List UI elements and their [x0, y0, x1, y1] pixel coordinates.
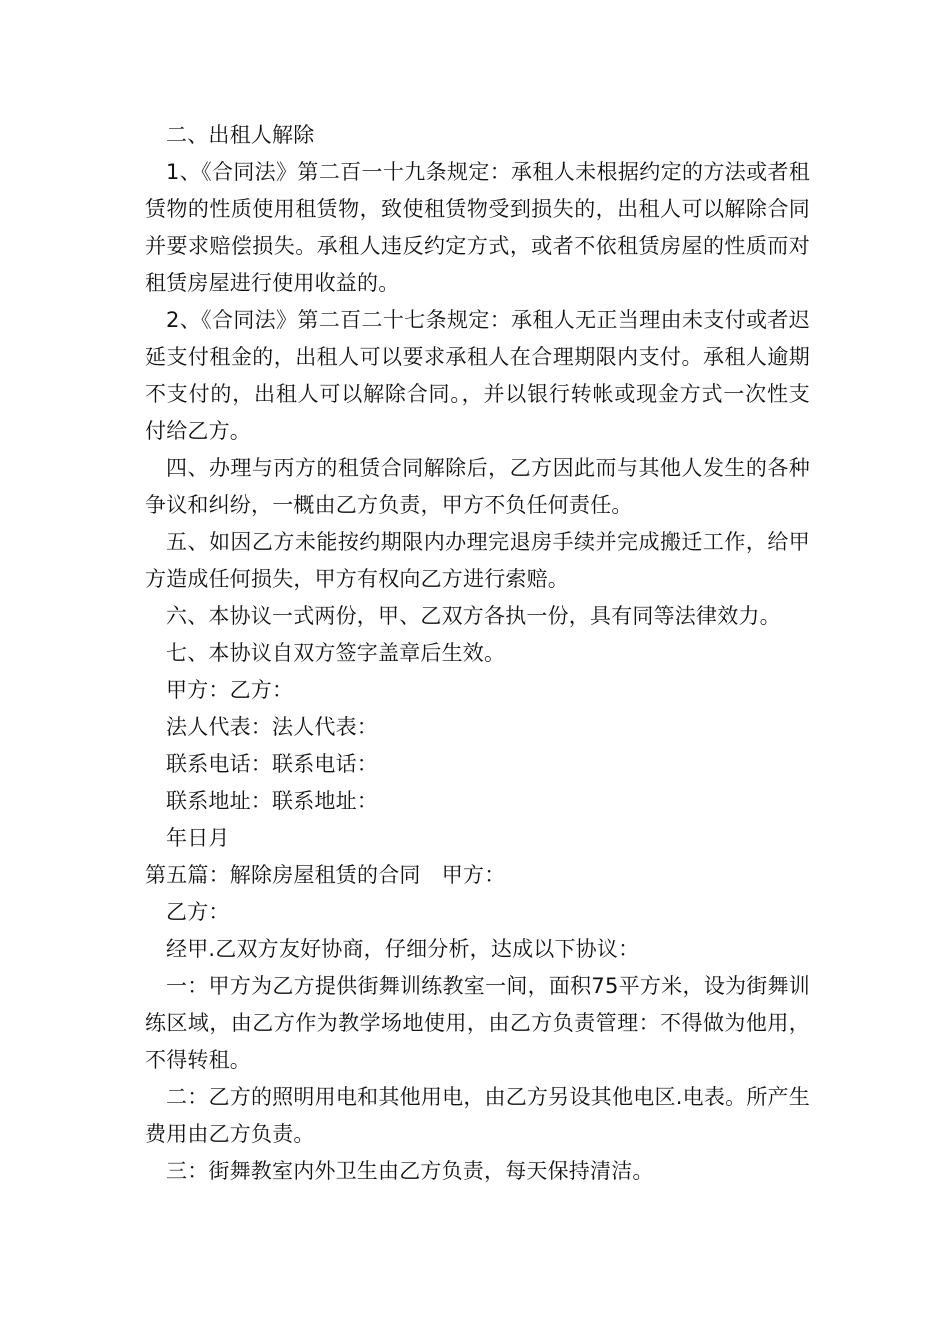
clause-paragraph: 1、《合同法》第二百一十九条规定：承租人未根据约定的方法或者租赁物的性质使用租赁物，致使租赁物受到损失的，出租人可以解除合同并要求赔偿损失。承租人违反约定方式，或者不依租赁房屋的性质而对租赁房屋进行使用收益的。: [145, 160, 810, 295]
section-heading-lessor-termination: 二、出租人解除: [166, 123, 315, 147]
clause-paragraph: 一：甲方为乙方提供街舞训练教室一间，面积75平方米，设为街舞训练区域，由乙方作为教学场地使用，由乙方负责管理：不得做为他用，不得转租。: [145, 974, 810, 1072]
signature-parties-line: 甲方：乙方：: [166, 678, 294, 702]
party-b-line: 乙方：: [166, 900, 230, 924]
clause-paragraph: 五、如因乙方未能按约期限内办理完退房手续并完成搬迁工作，给甲方造成任何损失，甲方有权向乙方进行索赔。: [145, 530, 810, 591]
clause-paragraph: 二：乙方的照明用电和其他用电，由乙方另设其他电区.电表。所产生费用由乙方负责。: [145, 1085, 810, 1146]
clause-paragraph: 四、办理与丙方的租赁合同解除后，乙方因此而与其他人发生的各种争议和纠纷，一概由乙方负责，甲方不负任何责任。: [145, 456, 810, 517]
chapter-heading: 第五篇：解除房屋租赁的合同 甲方：: [145, 863, 506, 887]
clause-paragraph: 六、本协议一式两份，甲、乙双方各执一份，具有同等法律效力。: [166, 604, 781, 628]
contact-phone-line: 联系电话：联系电话：: [166, 752, 378, 776]
document-body: [145, 117, 810, 1190]
legal-representative-line: 法人代表：法人代表：: [166, 715, 378, 739]
clause-paragraph: 三：街舞教室内外卫生由乙方负责，每天保持清洁。: [166, 1159, 654, 1183]
clause-paragraph: 七、本协议自双方签字盖章后生效。: [166, 641, 506, 665]
contact-address-line: 联系地址：联系地址：: [166, 789, 378, 813]
agreement-intro: 经甲.乙双方友好协商，仔细分析，达成以下协议：: [166, 937, 640, 961]
clause-paragraph: 2、《合同法》第二百二十七条规定：承租人无正当理由未支付或者迟延支付租金的，出租人可以要求承租人在合理期限内支付。承租人逾期不支付的，出租人可以解除合同。，并以银行转帐或现金方式一次性支付给乙方。: [145, 308, 810, 443]
date-line: 年日月: [166, 826, 230, 850]
